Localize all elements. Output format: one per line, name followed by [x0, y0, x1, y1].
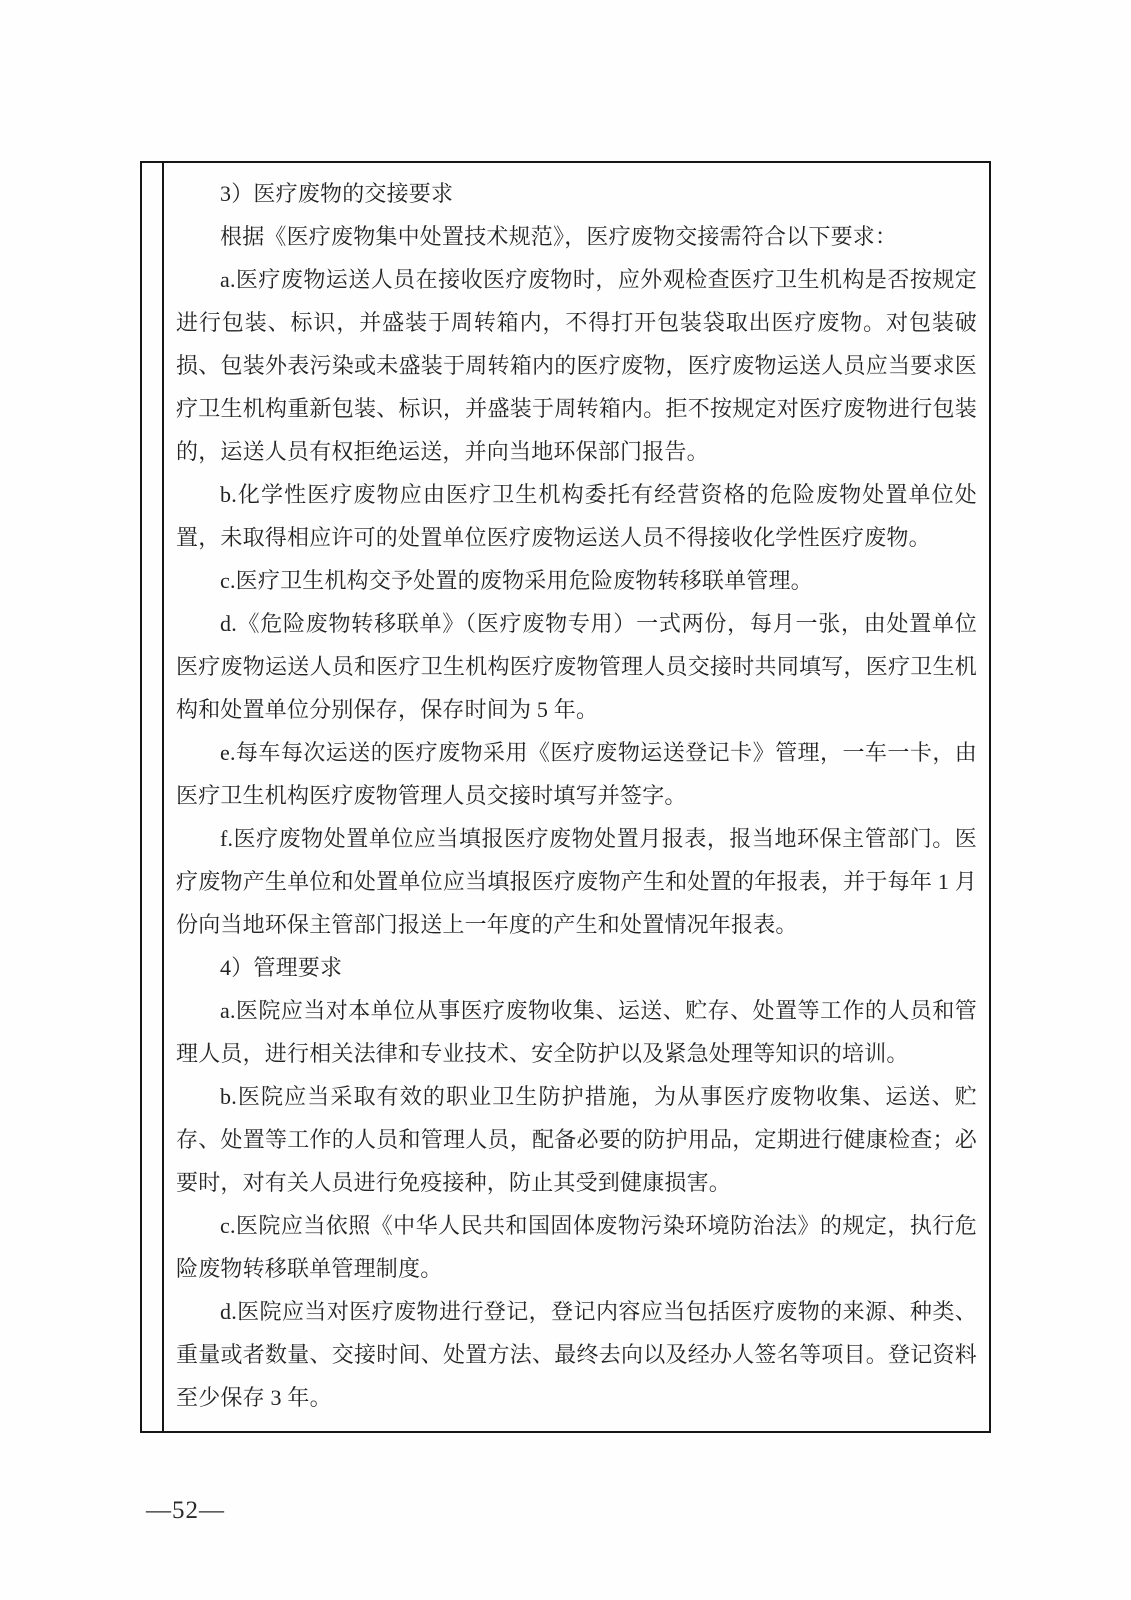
- para-3e: e.每车每次运送的医疗废物采用《医疗废物运送登记卡》管理，一车一卡，由医疗卫生机构医疗废物管理人员交接时填写并签字。: [176, 740, 977, 808]
- table-content-cell: [164, 163, 989, 1431]
- heading-section-4: 4）管理要求: [220, 955, 343, 980]
- content-table: [140, 161, 991, 1433]
- para-3c: c.医疗卫生机构交予处置的废物采用危险废物转移联单管理。: [220, 568, 813, 593]
- para-3b: b.化学性医疗废物应由医疗卫生机构委托有经营资格的危险废物处置单位处置，未取得相应许可的处置单位医疗废物运送人员不得接收化学性医疗废物。: [176, 482, 977, 550]
- para-3f: f.医疗废物处置单位应当填报医疗废物处置月报表，报当地环保主管部门。医疗废物产生单位和处置单位应当填报医疗废物产生和处置的年报表，并于每年 1 月份向当地环保主管部门报送上一年度的产生和处置情况年报表。: [176, 826, 977, 937]
- para-4d: d.医院应当对医疗废物进行登记，登记内容应当包括医疗废物的来源、种类、重量或者数量、交接时间、处置方法、最终去向以及经办人签名等项目。登记资料至少保存 3 年。: [176, 1299, 977, 1410]
- para-4a: a.医院应当对本单位从事医疗废物收集、运送、贮存、处置等工作的人员和管理人员，进行相关法律和专业技术、安全防护以及紧急处理等知识的培训。: [176, 998, 977, 1066]
- table-left-gutter-cell: [142, 163, 164, 1431]
- page-number: —52—: [146, 1497, 225, 1524]
- para-3a: a.医疗废物运送人员在接收医疗废物时，应外观检查医疗卫生机构是否按规定进行包装、标识，并盛装于周转箱内，不得打开包装袋取出医疗废物。对包装破损、包装外表污染或未盛装于周转箱内的医疗废物，医疗废物运送人员应当要求医疗卫生机构重新包装、标识，并盛装于周转箱内。拒不按规定对医疗废物进行包装的，运送人员有权拒绝运送，并向当地环保部门报告。: [176, 267, 977, 464]
- para-4c: c.医院应当依照《中华人民共和国固体废物污染环境防治法》的规定，执行危险废物转移联单管理制度。: [176, 1213, 977, 1281]
- para-3d: d.《危险废物转移联单》（医疗废物专用）一式两份，每月一张，由处置单位医疗废物运送人员和医疗卫生机构医疗废物管理人员交接时共同填写，医疗卫生机构和处置单位分别保存，保存时间为 5 年。: [176, 611, 977, 722]
- heading-section-3: 3）医疗废物的交接要求: [220, 181, 454, 206]
- para-section3-intro: 根据《医疗废物集中处置技术规范》，医疗废物交接需符合以下要求：: [220, 224, 898, 249]
- para-4b: b.医院应当采取有效的职业卫生防护措施，为从事医疗废物收集、运送、贮存、处置等工作的人员和管理人员，配备必要的防护用品，定期进行健康检查；必要时，对有关人员进行免疫接种，防止其受到健康损害。: [176, 1084, 977, 1195]
